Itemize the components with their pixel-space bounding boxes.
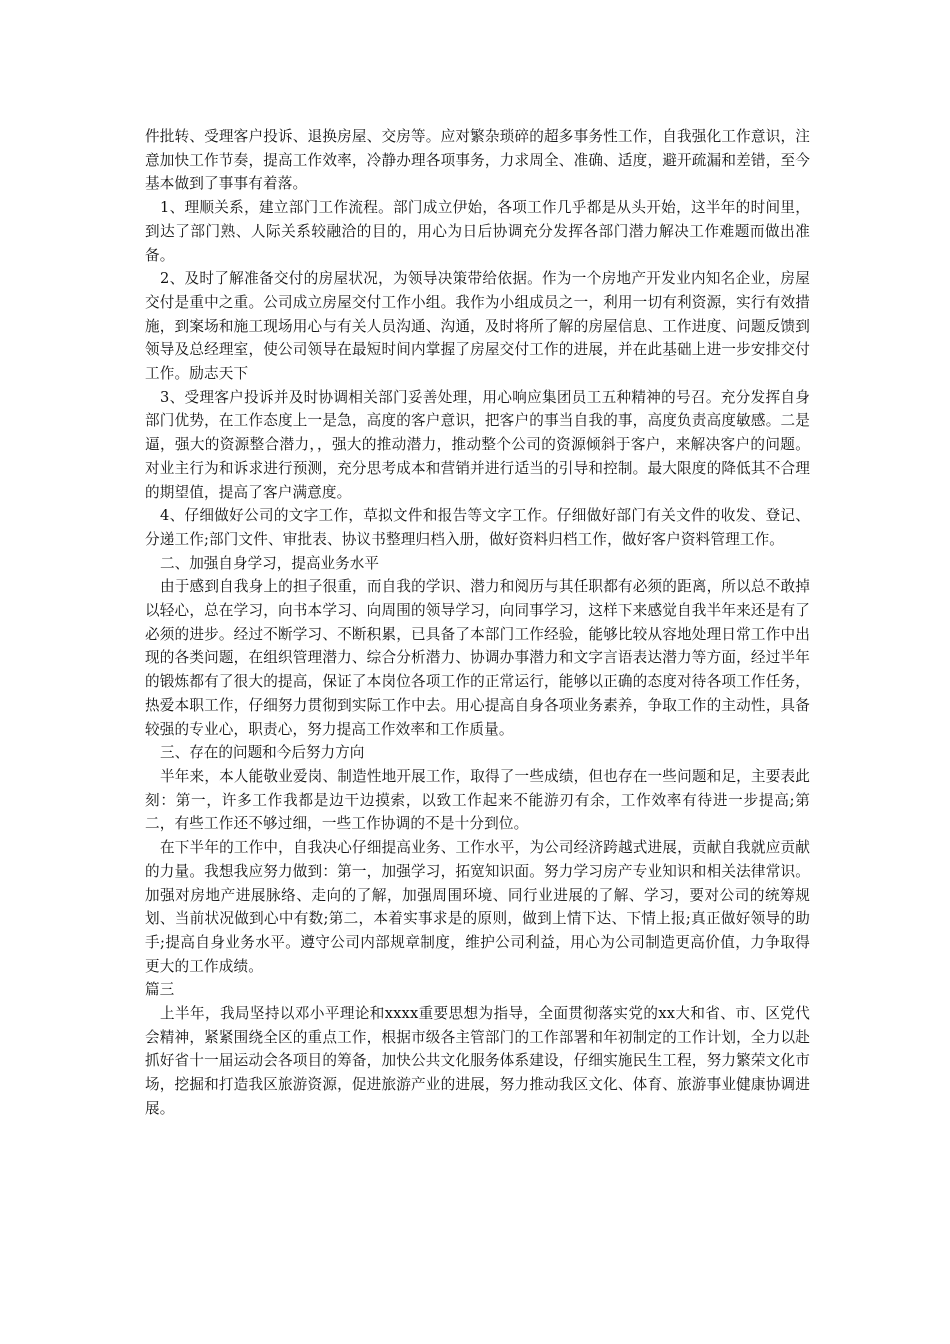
paragraph-plans: 在下半年的工作中，自我决心仔细提高业务、工作水平，为公司经济跨越式进展，贡献自我就应贡献的力量。我想我应努力做到：第一，加强学习，拓宽知识面。努力学习房产专业知识和相关法律常识。加强对房地产进展脉络、走向的了解，加强周围环境、同行业进展的了解、学习，要对公司的统筹规划、当前状况做到心中有数;第二，本着实事求是的原则，做到上情下达、下情上报;真正做好领导的助手;提高自身业务水平。遵守公司内部规章制度，维护公司利益，用心为公司制造更高价值，力争取得更大的工作成绩。 <box>145 839 810 975</box>
paragraph-item-4: 4、仔细做好公司的文字工作，草拟文件和报告等文字工作。仔细做好部门有关文件的收发、登记、分递工作;部门文件、审批表、协议书整理归档入册，做好资料归档工作，做好客户资料管理工作。 <box>145 507 810 548</box>
paragraph-item-1: 1、理顺关系，建立部门工作流程。部门成立伊始，各项工作几乎都是从头开始，这半年的时间里，到达了部门熟、人际关系较融洽的目的，用心为日后协调充分发挥各部门潜力解决工作难题而做出准备。 <box>145 199 810 264</box>
paragraph-continuation: 件批转、受理客户投诉、退换房屋、交房等。应对繁杂琐碎的超多事务性工作，自我强化工作意识，注意加快工作节奏，提高工作效率，冷静办理各项事务，力求周全、准确、适度，避开疏漏和差错，至今基本做到了事事有着落。 <box>145 128 810 193</box>
paragraph-study: 由于感到自我身上的担子很重，而自我的学识、潜力和阅历与其任职都有必须的距离，所以总不敢掉以轻心，总在学习，向书本学习、向周围的领导学习，向同事学习，这样下来感觉自我半年来还是有了必须的进步。经过不断学习、不断积累，已具备了本部门工作经验，能够比较从容地处理日常工作中出现的各类问题，在组织管理潜力、综合分析潜力、协调办事潜力和文字言语表达潜力等方面，经过半年的锻炼都有了很大的提高，保证了本岗位各项工作的正常运行，能够以正确的态度对待各项工作任务，热爱本职工作，仔细努力贯彻到实际工作中去。用心提高自身各项业务素养，争取工作的主动性，具备较强的专业心，职责心，努力提高工作效率和工作质量。 <box>145 578 810 738</box>
section-heading-three: 三、存在的问题和今后努力方向 <box>160 744 365 762</box>
document-page <box>145 125 810 1121</box>
paragraph-item-3: 3、受理客户投诉并及时协调相关部门妥善处理，用心响应集团员工五种精神的号召。充分发挥自身部门优势，在工作态度上一是急，高度的客户意识，把客户的事当自我的事，高度负责高度敏感。二是逼，强大的资源整合潜力，，强大的推动潜力，推动整个公司的资源倾斜于客户，来解决客户的问题。对业主行为和诉求进行预测，充分思考成本和营销并进行适当的引导和控制。最大限度的降低其不合理的期望值，提高了客户满意度。 <box>145 388 810 501</box>
paragraph-item-2: 2、及时了解准备交付的房屋状况，为领导决策带给依据。作为一个房地产开发业内知名企业，房屋交付是重中之重。公司成立房屋交付工作小组。我作为小组成员之一，利用一切有利资源，实行有效措施，到案场和施工现场用心与有关人员沟通、沟通，及时将所了解的房屋信息、工作进度、问题反馈到领导及总经理室，使公司领导在最短时间内掌握了房屋交付工作的进展，并在此基础上进一步安排交付工作。励志天下 <box>145 270 810 383</box>
section-heading-two: 二、加强自身学习，提高业务水平 <box>160 554 379 572</box>
part-label: 篇三 <box>145 981 175 999</box>
paragraph-problems: 半年来，本人能敬业爱岗、制造性地开展工作，取得了一些成绩，但也存在一些问题和足，主要表此刻：第一，许多工作我都是边干边摸索，以致工作起来不能游刃有余，工作效率有待进一步提高;第二，有些工作还不够过细，一些工作协调的不是十分到位。 <box>145 767 810 833</box>
paragraph-part-three-intro: 上半年，我局坚持以邓小平理论和xxxx重要思想为指导，全面贯彻落实党的xx大和省、市、区党代会精神，紧紧围绕全区的重点工作，根据市级各主管部门的工作部署和年初制定的工作计划，全力以赴抓好省十一届运动会各项目的筹备，加快公共文化服务体系建设，仔细实施民生工程，努力繁荣文化市场，挖掘和打造我区旅游资源，促进旅游产业的进展，努力推动我区文化、体育、旅游事业健康协调进展。 <box>145 1005 810 1117</box>
